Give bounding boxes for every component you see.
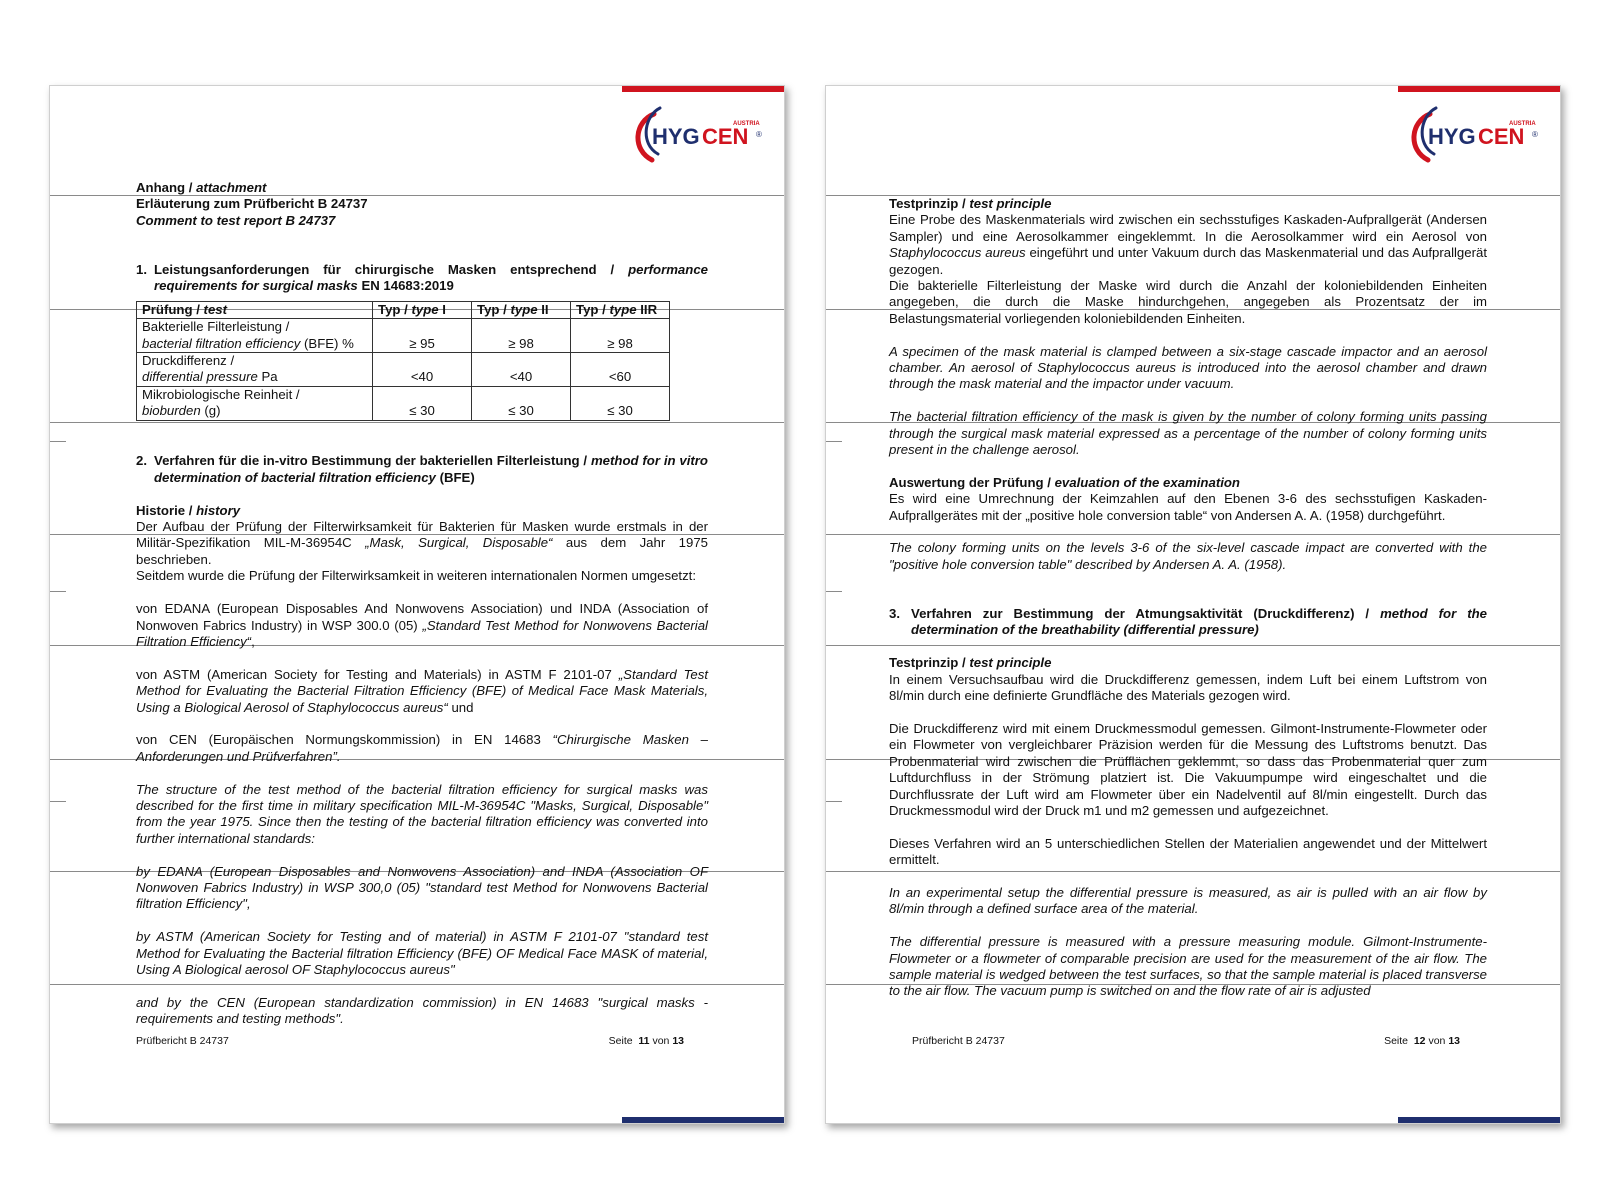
value-cell: <40 <box>373 353 472 387</box>
column-header-type-1: Typ / type I <box>373 301 472 318</box>
bfe-principle-paragraph: Eine Probe des Maskenmaterials wird zwischen ein sechsstufiges Kaskaden-Aufprallgerät (Andersen Sampler) und eine Aerosolkammer eingeklemmt. In die Aerosolkammer wird ein Aerosol von Staphylococcus aureus eingeführt und unter Vakuum durch das Maskenmaterial und das Aufprallgerät gezogen. <box>889 212 1487 277</box>
report-page-11 <box>49 85 785 1124</box>
logo-cen-text: CEN <box>1478 124 1525 149</box>
page-12-body <box>889 196 1487 1000</box>
logo-hyg-text: HYG <box>652 124 700 149</box>
fold-tick <box>826 441 842 442</box>
section-2-heading: 2. Verfahren für die in-vitro Bestimmung der bakteriellen Filterleistung / method for in vitro determination of bacterial filtration efficiency (BFE) <box>136 453 708 485</box>
column-header-type-2r: Typ / type IIR <box>571 301 670 318</box>
pressure-method-paragraph: Die Druckdifferenz wird mit einem Druckmessmodul gemessen. Gilmont-Instrumente-Flowmeter oder ein Flowmeter von vergleichbarer Präzision werden für die Messung des Luftstroms benutzt. Das Probenmaterial wird zwischen die Prüfflächen geklemmt, so dass das Probenmaterial quer zum Luftdurchfluss in der Strömung platziert ist. Die Vakuumpumpe wird eingeschaltet und die Durchflussrate der Luft wird am Flowmeter über ein Nadelventil auf 8l/min eingestellt. Durch das Druckmessmodul wird der Druck m1 und m2 gemessen und aufgezeichnet. <box>889 720 1487 818</box>
fold-tick <box>50 591 66 592</box>
history-heading: Historie / history <box>136 502 241 518</box>
logo-austria-text: AUSTRIA <box>733 121 760 127</box>
comment-heading: Comment to test report B 24737 <box>136 212 336 228</box>
pressure-repeat-paragraph: Dieses Verfahren wird an 5 unterschiedlichen Stellen der Materialien angewendet und der Mittelwert ermittelt. <box>889 835 1487 868</box>
test-name-cell: Druckdifferenz / differential pressure Pa <box>137 353 373 387</box>
value-cell: <40 <box>472 353 571 387</box>
footer-page-number: Seite 11 von 13 <box>608 1035 684 1047</box>
requirements-table <box>136 301 670 421</box>
column-header-test: Prüfung / test <box>137 301 373 318</box>
value-cell: ≤ 30 <box>571 386 670 420</box>
table-header-row <box>137 301 670 318</box>
english-history-paragraph: The structure of the test method of the bacterial filtration efficiency for surgical masks was described for the first time in military specification MIL-M-36954C "Masks, Surgical, Disposable" from the year 1975. Since then the testing of the bacterial filtration efficiency was converted into further international standards: <box>136 781 708 846</box>
edana-paragraph: von EDANA (European Disposables And Nonwovens Association) und INDA (Association of Nonwoven Fabrics Industry) in WSP 300.0 (05) „Standard Test Method for Nonwovens Bacterial Filtration Efficiency“, <box>136 601 708 649</box>
report-page-12 <box>825 85 1561 1124</box>
value-cell: ≥ 98 <box>472 319 571 353</box>
test-name-cell: Bakterielle Filterleistung / bacterial filtration efficiency (BFE) % <box>137 319 373 353</box>
page-footer <box>912 1035 1460 1047</box>
table-row <box>137 319 670 353</box>
english-method-paragraph: The differential pressure is measured with a pressure measuring module. Gilmont-Instrumente-Flowmeter or a flowmeter of comparable precision are used for the measurement of the air flow. The sample material is wedged between the test surfaces, so that the sample material is placed transverse to the air flow. The vacuum pump is switched on and the flow rate of air is adjusted <box>889 934 1487 999</box>
english-edana-paragraph: by EDANA (European Disposables and Nonwovens Association) and INDA (Association OF Nonwoven Fabrics Industry) in WSP 300,0 (05) "standard test Method for Nonwovens Bacterial filtration Efficiency", <box>136 863 708 912</box>
evaluation-heading: Auswertung der Prüfung / evaluation of the examination <box>889 474 1240 490</box>
logo-austria-text: AUSTRIA <box>1509 121 1536 127</box>
history-paragraph: Der Aufbau der Prüfung der Filterwirksamkeit für Bakterien für Masken wurde erstmals in der Militär-Spezifikation MIL-M-36954C „Mask, Surgical, Disposable“ aus dem Jahr 1975 beschrieben. <box>136 519 708 567</box>
fold-tick <box>50 441 66 442</box>
value-cell: ≤ 30 <box>472 386 571 420</box>
evaluation-paragraph: Es wird eine Umrechnung der Keimzahlen auf den Ebenen 3-6 des sechsstufigen Kaskaden-Aufprallgerätes mit der „positive hole conversion table“ von Andersen A. A. (1958) durchgeführt. <box>889 491 1487 523</box>
logo-hyg-text: HYG <box>1428 124 1476 149</box>
logo-registered-mark: ® <box>756 130 762 139</box>
bfe-result-paragraph: Die bakterielle Filterleistung der Maske wird durch die Anzahl der koloniebildenden Einheiten angegeben, die durch die Maske hindurchgehen, angegeben als Prozentsatz der im Belastungsmaterial vorliegenden koloniebildenden Einheiten. <box>889 278 1487 326</box>
table-row <box>137 386 670 420</box>
english-astm-paragraph: by ASTM (American Society for Testing and of material) in ASTM F 2101-07 "standard test Method for Evaluating the Bacterial filtration Efficiency (BFE) OF Medical Face MASK of material, Using A Biological aerosol OF Staphylococcus aureus" <box>136 929 708 977</box>
value-cell: ≥ 98 <box>571 319 670 353</box>
value-cell: <60 <box>571 353 670 387</box>
history-paragraph: Seitdem wurde die Prüfung der Filterwirksamkeit in weiteren internationalen Normen umgesetzt: <box>136 568 696 584</box>
value-cell: ≥ 95 <box>373 319 472 353</box>
page-11-body <box>136 180 708 1028</box>
test-principle-heading: Testprinzip / test principle <box>889 196 1052 211</box>
value-cell: ≤ 30 <box>373 386 472 420</box>
top-accent-bar <box>1398 86 1560 92</box>
cen-paragraph: von CEN (Europäischen Normungskommission) in EN 14683 “Chirurgische Masken – Anforderungen und Prüfverfahren”. <box>136 732 708 764</box>
hygcen-logo <box>630 104 770 170</box>
section-1-heading: 1. Leistungsanforderungen für chirurgische Masken entsprechend / performance requirements for surgical masks EN 14683:2019 <box>136 262 708 294</box>
pressure-setup-paragraph: In einem Versuchsaufbau wird die Druckdifferenz gemessen, indem Luft bei einem Luftstrom von 8l/min durch eine definierte Grundfläche des Materials gezogen wird. <box>889 671 1487 704</box>
english-principle-paragraph: A specimen of the mask material is clamped between a six-stage cascade impactor and an aerosol chamber. An aerosol of Staphylococcus aureus is introduced into the aerosol chamber and drawn through the mask material and the impactor under vacuum. <box>889 343 1487 392</box>
footer-report-number: Prüfbericht B 24737 <box>136 1035 229 1047</box>
table-row <box>137 353 670 387</box>
fold-tick <box>826 801 842 802</box>
footer-report-number: Prüfbericht B 24737 <box>912 1035 1005 1047</box>
english-evaluation-paragraph: The colony forming units on the levels 3-6 of the six-level cascade impact are converted with the "positive hole conversion table" described by Andersen A. A. (1958). <box>889 540 1487 572</box>
fold-tick <box>826 591 842 592</box>
footer-page-number: Seite 12 von 13 <box>1384 1035 1460 1047</box>
test-principle-heading: Testprinzip / test principle <box>889 655 1052 671</box>
page-footer <box>136 1035 684 1047</box>
top-accent-bar <box>622 86 784 92</box>
logo-registered-mark: ® <box>1532 130 1538 139</box>
attachment-heading: Anhang / attachment <box>136 180 267 195</box>
fold-tick <box>50 801 66 802</box>
column-header-type-2: Typ / type II <box>472 301 571 318</box>
astm-paragraph: von ASTM (American Society for Testing and Materials) in ASTM F 2101-07 „Standard Test Method for Evaluating the Bacterial Filtration Efficiency (BFE) of Medical Face Mask Materials, Using a Biological Aerosol of Staphylococcus aureus“ und <box>136 666 708 715</box>
explanation-heading: Erläuterung zum Prüfbericht B 24737 <box>136 196 368 212</box>
english-result-paragraph: The bacterial filtration efficiency of the mask is given by the number of colony forming units passing through the surgical mask material expressed as a percentage of the number of colony forming units present in the challenge aerosol. <box>889 409 1487 458</box>
bottom-accent-bar <box>1398 1117 1560 1123</box>
english-cen-paragraph: and by the CEN (European standardization commission) in EN 14683 "surgical masks - requirements and testing methods". <box>136 994 708 1027</box>
logo-cen-text: CEN <box>702 124 749 149</box>
hygcen-logo <box>1406 104 1546 170</box>
english-setup-paragraph: In an experimental setup the differential pressure is measured, as air is pulled with an air flow by 8l/min through a defined surface area of the material. <box>889 884 1487 917</box>
bottom-accent-bar <box>622 1117 784 1123</box>
section-3-heading: 3. Verfahren zur Bestimmung der Atmungsaktivität (Druckdifferenz) / method for the determination of the breathability (differential pressure) <box>889 606 1487 638</box>
test-name-cell: Mikrobiologische Reinheit / bioburden (g) <box>137 386 373 420</box>
